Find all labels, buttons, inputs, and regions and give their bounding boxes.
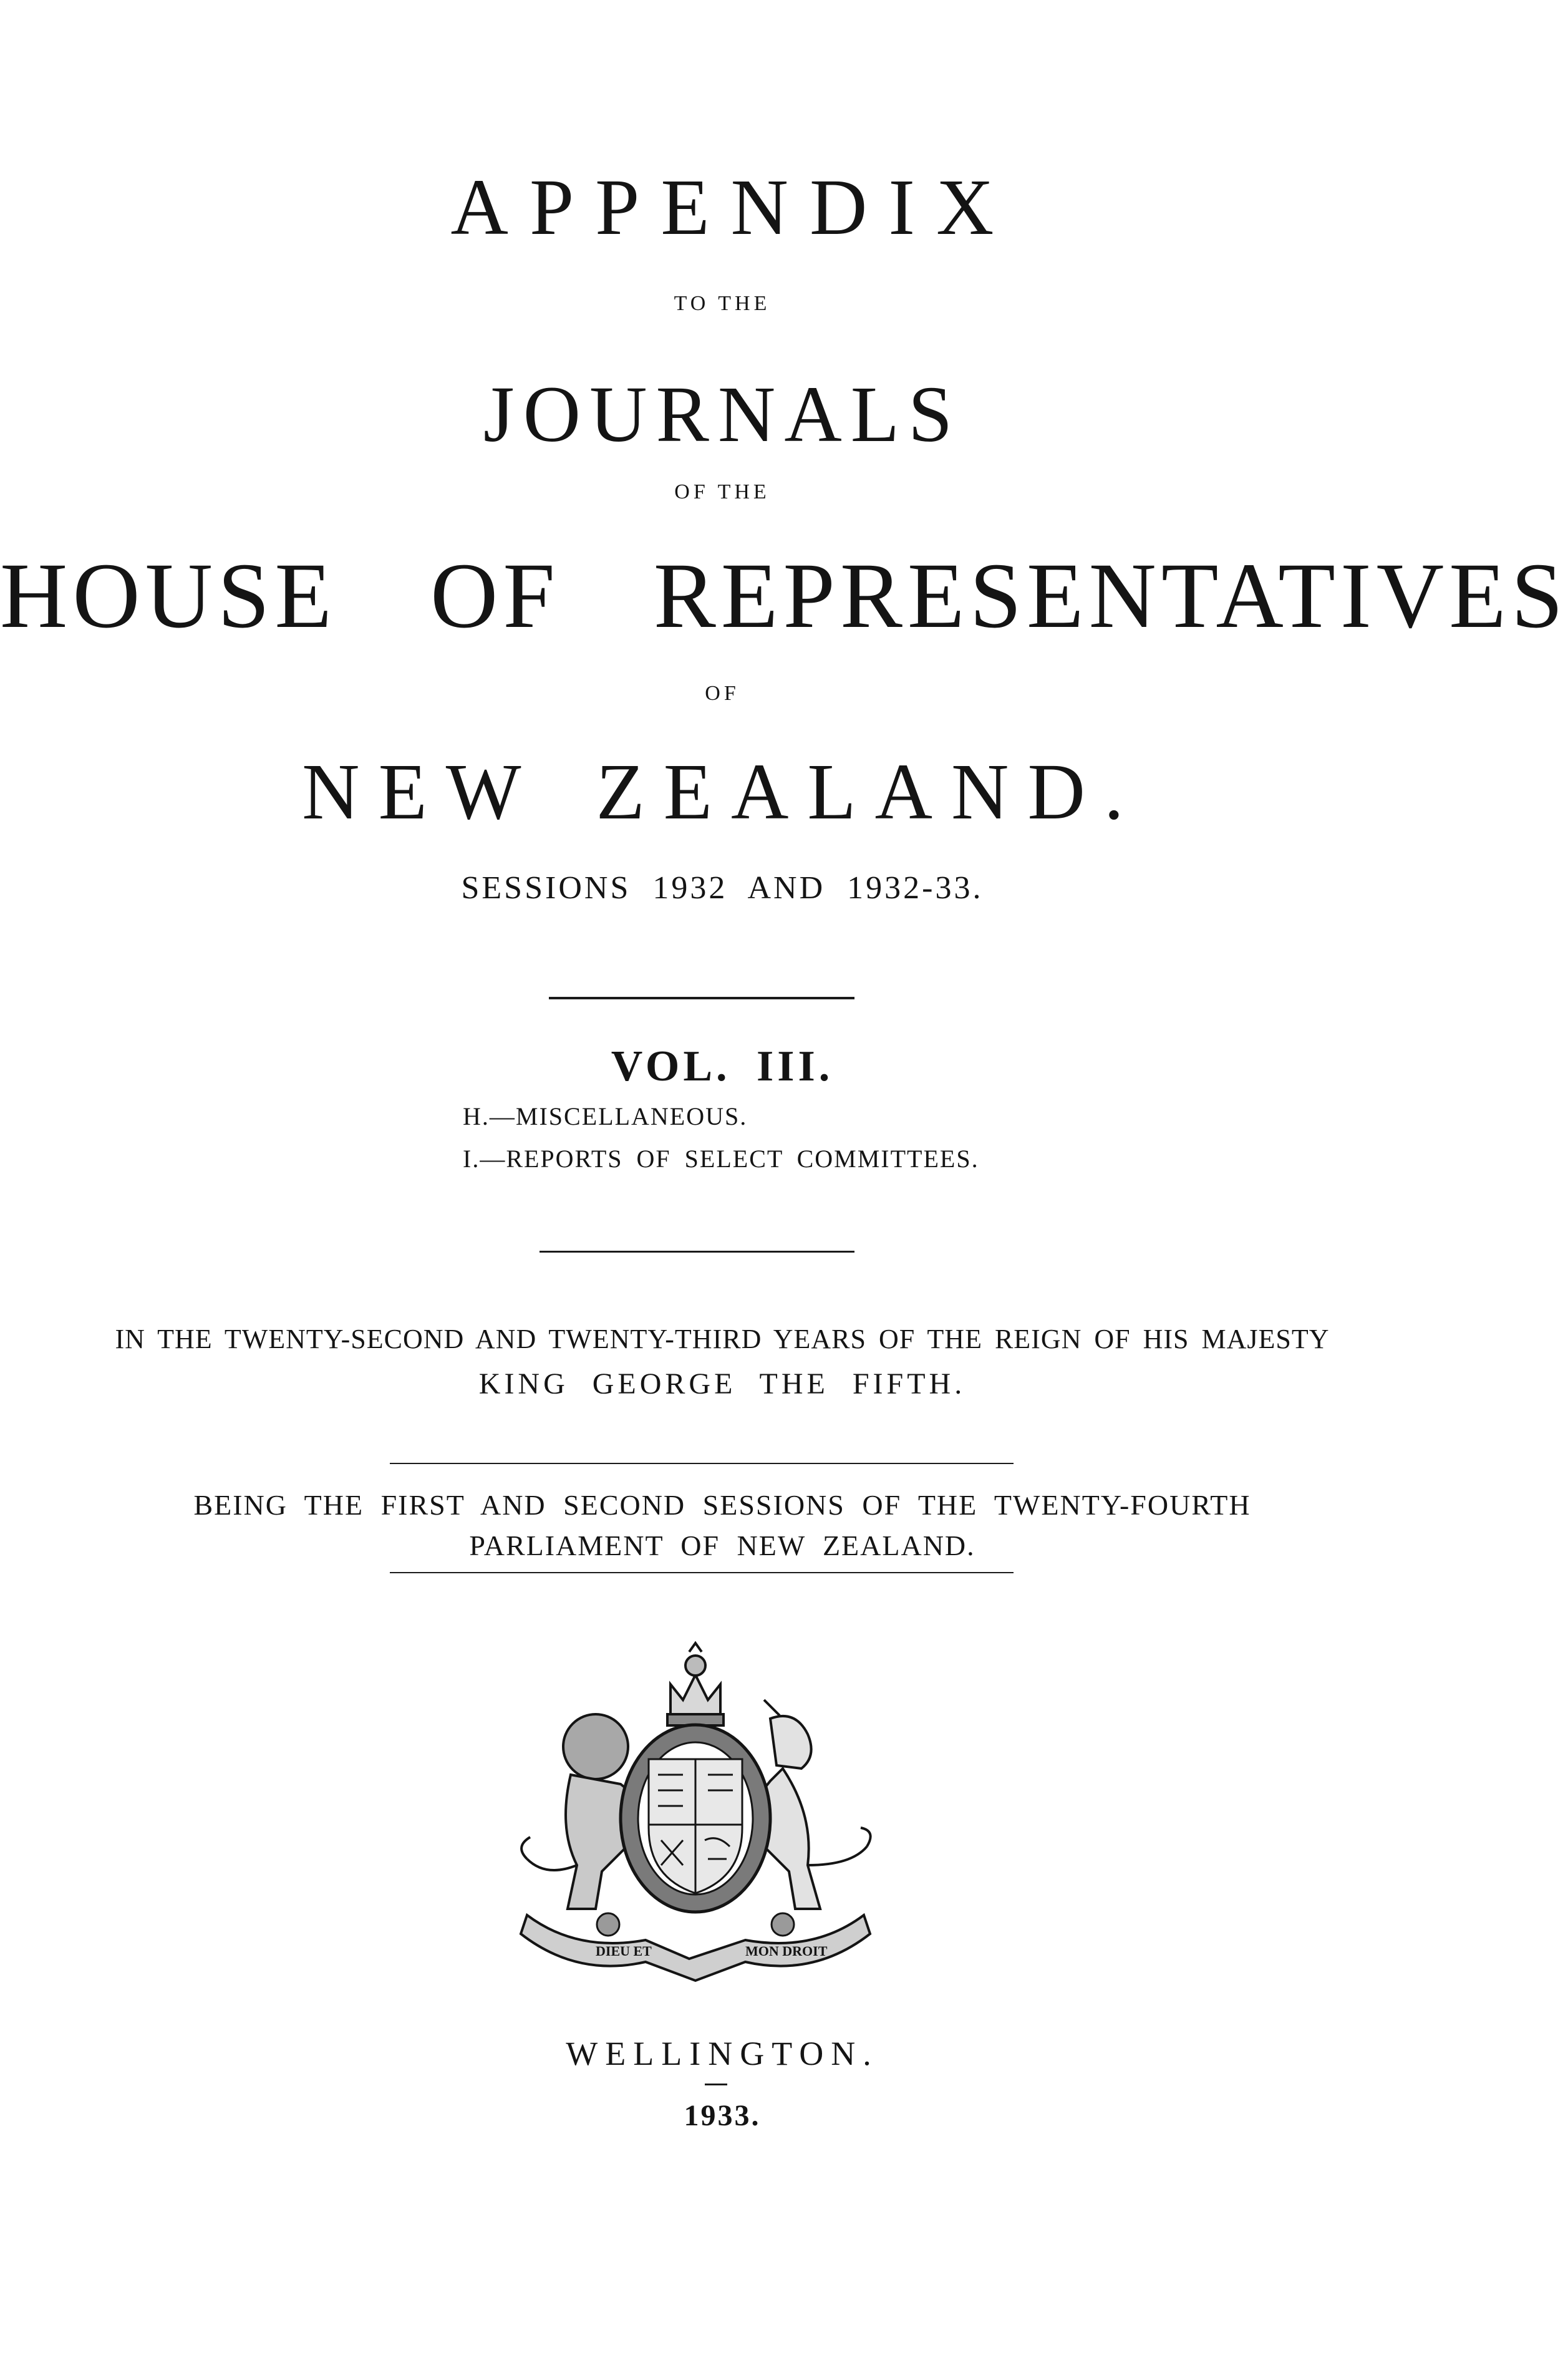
motto-right-text: MON DROIT <box>745 1943 828 1959</box>
house-word-of: OF <box>430 544 560 648</box>
crown-icon <box>667 1643 724 1725</box>
parliament-description-line-2: PARLIAMENT OF NEW ZEALAND. <box>469 1530 975 1561</box>
nz-word-new: NEW <box>302 747 540 836</box>
rose-icon <box>597 1913 794 1936</box>
short-divider-rule <box>705 2084 727 2085</box>
divider-rule <box>549 997 854 999</box>
royal-coat-of-arms <box>502 1641 889 1990</box>
divider-rule <box>540 1251 854 1253</box>
of-the-text: OF THE <box>674 480 770 503</box>
parliament-description-line-1: BEING THE FIRST AND SECOND SESSIONS OF THE TWENTY-FOURTH <box>193 1489 1251 1521</box>
house-word-representatives: REPRESENTATIVES <box>653 544 1568 648</box>
new-zealand-heading <box>0 747 1445 836</box>
motto-left-text: DIEU ET <box>596 1943 652 1959</box>
to-the-text: TO THE <box>674 292 771 315</box>
house-word-house: HOUSE <box>0 544 337 648</box>
sessions-line: SESSIONS 1932 AND 1932-33. <box>461 870 984 906</box>
contents-item-h: H.—MISCELLANEOUS. <box>463 1102 748 1130</box>
journals-heading: JOURNALS <box>483 370 962 458</box>
contents-item-i: I.—REPORTS OF SELECT COMMITTEES. <box>463 1145 979 1173</box>
nz-word-zealand: ZEALAND. <box>596 747 1143 836</box>
king-line: KING GEORGE THE FIFTH. <box>478 1367 966 1400</box>
publication-year: 1933. <box>684 2099 761 2132</box>
house-heading <box>0 544 1568 648</box>
divider-rule <box>390 1572 1014 1573</box>
volume-number: VOL. III. <box>611 1042 834 1090</box>
motto-ribbon-icon <box>521 1915 870 1981</box>
shield-icon <box>649 1759 742 1893</box>
of-text: OF <box>705 682 740 705</box>
appendix-heading: APPENDIX <box>450 163 1015 251</box>
place-of-publication: WELLINGTON. <box>566 2035 879 2072</box>
divider-rule <box>390 1463 1014 1464</box>
reign-line: IN THE TWENTY-SECOND AND TWENTY-THIRD YEARS OF THE REIGN OF HIS MAJESTY <box>115 1324 1330 1354</box>
